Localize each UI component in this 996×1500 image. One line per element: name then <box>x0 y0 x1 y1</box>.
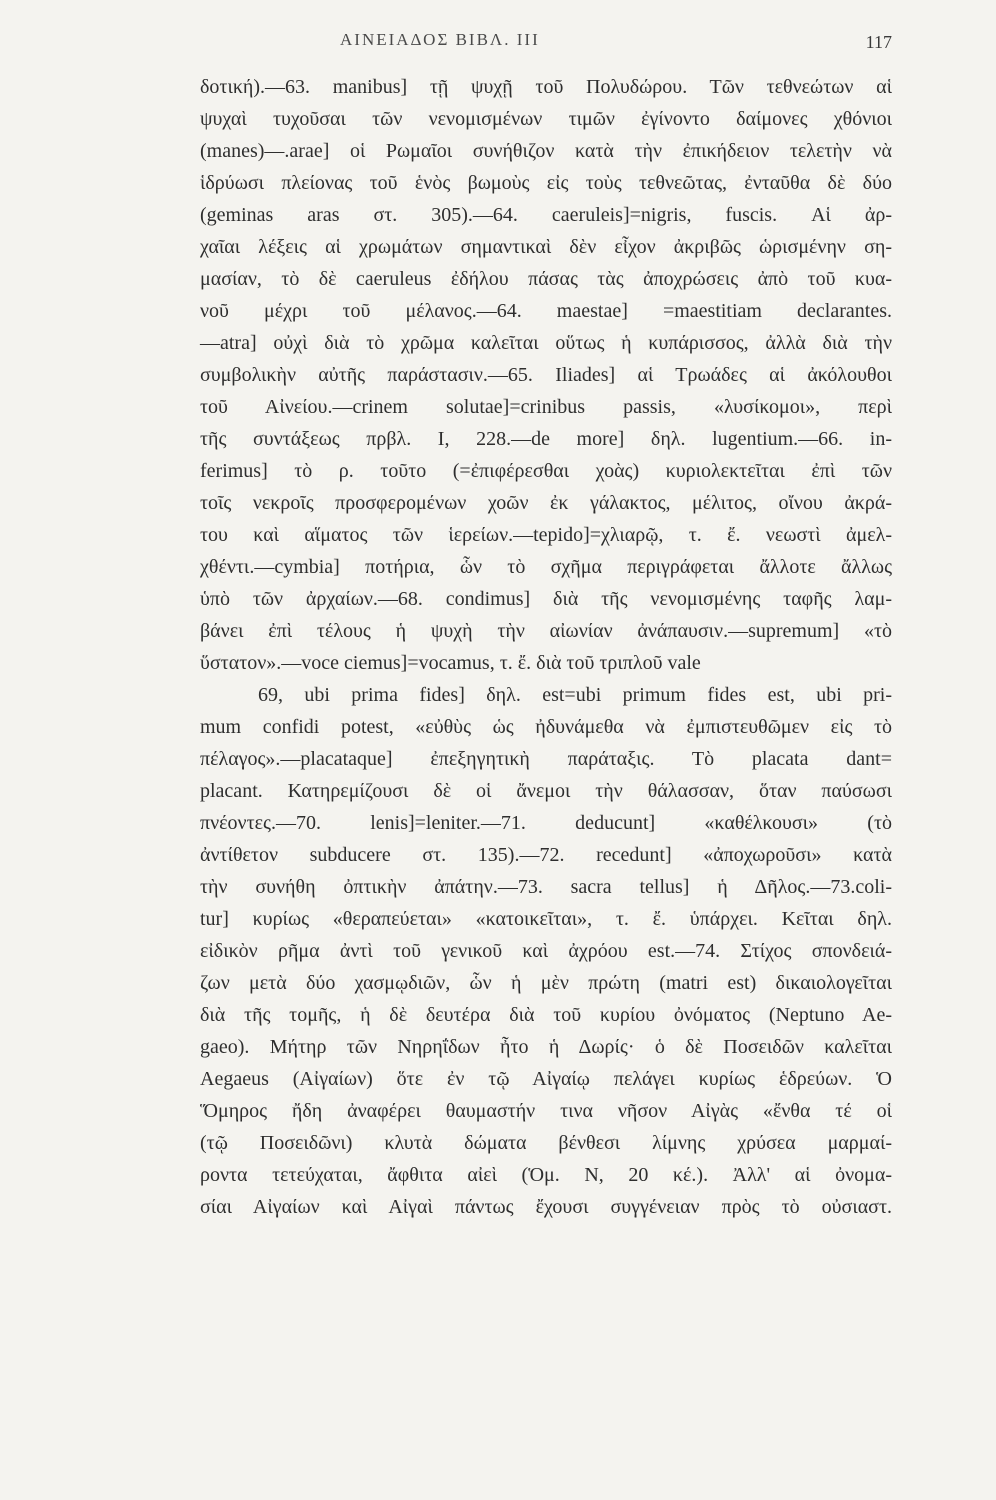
running-head: ΑΙΝΕΙΑΔΟΣ ΒΙΒΛ. ΙΙΙ <box>340 30 540 49</box>
text-line: —atra] οὐχὶ διὰ τὸ χρῶμα καλεῖται οὕτως ἡ κυπάρισσος, ἀλλὰ διὰ τὴν <box>200 332 892 354</box>
text-line: ferimus] τὸ ρ. τοῦτο (=ἐπιφέρεσθαι χοὰς) κυριολεκτεῖται ἐπὶ τῶν <box>200 460 892 482</box>
text-line: χαῖαι λέξεις αἱ χρωμάτων σημαντικαὶ δὲν εἶχον ἀκριβῶς ὡρισμένην ση- <box>200 236 892 258</box>
text-line: ὑπὸ τῶν ἀρχαίων.—68. condimus] διὰ τῆς νενομισμένης ταφῆς λαμ- <box>200 588 892 610</box>
text-line: τὴν συνήθη ὀπτικὴν ἀπάτην.—73. sacra tellus] ἡ Δῆλος.—73.coli- <box>200 876 892 898</box>
text-line: τῆς συντάξεως πρβλ. I, 228.—de more] δηλ. lugentium.—66. in- <box>200 428 892 450</box>
text-line: 69, ubi prima fides] δηλ. est=ubi primum fides est, ubi pri- <box>258 684 892 706</box>
page-number: 117 <box>865 32 892 52</box>
text-line: Ὅμηρος ἤδη ἀναφέρει θαυμαστήν τινα νῆσον Αἰγὰς «ἔνθα τέ οἱ <box>200 1100 892 1122</box>
text-line: χθέντι.—cymbia] ποτήρια, ὧν τὸ σχῆμα περιγράφεται ἄλλοτε ἄλλως <box>200 556 892 578</box>
text-line: gaeo). Μήτηρ τῶν Νηρηΐδων ἦτο ἡ Δωρίς· ὁ δὲ Ποσειδῶν καλεῖται <box>200 1036 892 1058</box>
page-header <box>0 30 996 60</box>
text-line: ὕστατον».—voce ciemus]=vocamus, τ. ἔ. διὰ τοῦ τριπλοῦ vale <box>200 652 701 674</box>
text-line: δοτική).—63. manibus] τῇ ψυχῇ τοῦ Πολυδώρου. Τῶν τεθνεώτων αἱ <box>200 76 892 98</box>
text-line: σίαι Αἰγαίων καὶ Αἰγαὶ πάντως ἔχουσι συγγένειαν πρὸς τὸ οὐσιαστ. <box>200 1196 892 1218</box>
text-line: ἱδρύωσι πλείονας τοῦ ἑνὸς βωμοὺς εἰς τοὺς τεθνεῶτας, ἐνταῦθα δὲ δύο <box>200 172 892 194</box>
text-line: τοῦ Αἰνείου.—crinem solutae]=crinibus passis, «λυσίκομοι», περὶ <box>200 396 892 418</box>
text-line: placant. Κατηρεμίζουσι δὲ οἱ ἄνεμοι τὴν θάλασσαν, ὅταν παύσωσι <box>200 780 892 802</box>
text-line: ροντα τετεύχαται, ἄφθιτα αἰεὶ (Ὁμ. Ν, 20 κέ.). Ἀλλ' αἱ ὀνομα- <box>200 1164 892 1186</box>
text-line: πέλαγος».—placataque] ἐπεξηγητικὴ παράταξις. Τὸ placata dant= <box>200 748 892 770</box>
text-line: (manes)—.arae] οἱ Ρωμαῖοι συνήθιζον κατὰ τὴν ἐπικήδειον τελετὴν νὰ <box>200 140 892 162</box>
text-line: Aegaeus (Αἰγαίων) ὅτε ἐν τῷ Αἰγαίῳ πελάγει κυρίως ἑδρεύων. Ὁ <box>200 1068 892 1090</box>
text-line: πνέοντες.—70. lenis]=leniter.—71. deducunt] «καθέλκουσι» (τὸ <box>200 812 892 834</box>
text-line: ψυχαὶ τυχοῦσαι τῶν νενομισμένων τιμῶν ἐγίνοντο δαίμονες χθόνιοι <box>200 108 892 130</box>
text-line: tur] κυρίως «θεραπεύεται» «κατοικεῖται», τ. ἔ. ὑπάρχει. Κεῖται δηλ. <box>200 908 892 930</box>
text-line: mum confidi potest, «εὐθὺς ὡς ἠδυνάμεθα νὰ ἐμπιστευθῶμεν εἰς τὸ <box>200 716 892 738</box>
text-line: ἀντίθετον subducere στ. 135).—72. recedunt] «ἀποχωροῦσι» κατὰ <box>200 844 892 866</box>
text-line: ζων μετὰ δύο χασμῳδιῶν, ὧν ἡ μὲν πρώτη (matri est) δικαιολογεῖται <box>200 972 892 994</box>
text-line: εἰδικὸν ρῆμα ἀντὶ τοῦ γενικοῦ καὶ ἀχρόου est.—74. Στίχος σπονδειά- <box>200 940 892 962</box>
text-line: του καὶ αἵματος τῶν ἱερείων.—tepido]=χλιαρῷ, τ. ἔ. νεωστὶ ἀμελ- <box>200 524 892 546</box>
text-line: μασίαν, τὸ δὲ caeruleus ἐδήλου πάσας τὰς ἀποχρώσεις ἀπὸ τοῦ κυα- <box>200 268 892 290</box>
text-line: βάνει ἐπὶ τέλους ἡ ψυχὴ τὴν αἰωνίαν ἀνάπαυσιν.—supremum] «τὸ <box>200 620 892 642</box>
text-line: συμβολικὴν αὐτῆς παράστασιν.—65. Iliades] αἱ Τρωάδες αἱ ἀκόλουθοι <box>200 364 892 386</box>
text-line: νοῦ μέχρι τοῦ μέλανος.—64. maestae] =maestitiam declarantes. <box>200 300 892 322</box>
text-line: τοῖς νεκροῖς προσφερομένων χοῶν ἐκ γάλακτος, μέλιτος, οἴνου ἀκρά- <box>200 492 892 514</box>
text-line: διὰ τῆς τομῆς, ἡ δὲ δευτέρα διὰ τοῦ κυρίου ὀνόματος (Neptuno Ae- <box>200 1004 892 1026</box>
text-line: (τῷ Ποσειδῶνι) κλυτὰ δώματα βένθεσι λίμνης χρύσεα μαρμαί- <box>200 1132 892 1154</box>
text-line: (geminas aras στ. 305).—64. caeruleis]=nigris, fuscis. Αἱ ἀρ- <box>200 204 892 226</box>
